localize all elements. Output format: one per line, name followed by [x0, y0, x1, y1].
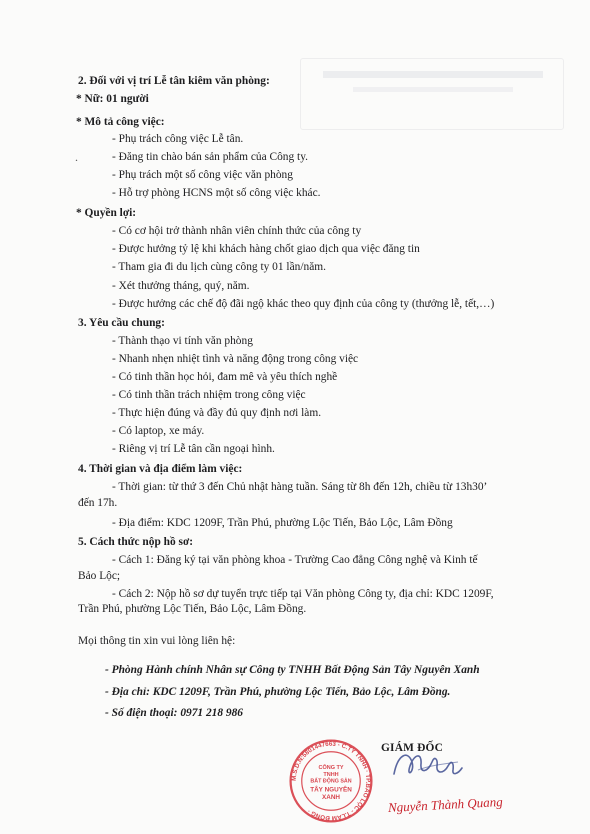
body-line: Mọi thông tin xin vui lòng liên hệ: [78, 635, 236, 647]
body-line: - Có tinh thần học hỏi, đam mê và yêu thích nghề [112, 371, 338, 383]
seal-line: XANH [321, 794, 341, 802]
contact-line: - Số điện thoại: 0971 218 986 [105, 707, 243, 719]
company-seal [288, 738, 374, 824]
body-line: Bảo Lộc; [78, 570, 121, 582]
section-heading: * Quyền lợi: [76, 207, 137, 219]
seal-line: BẤT ĐỘNG SẢN [310, 778, 352, 785]
body-line: - Hỗ trợ phòng HCNS một số công việc khác. [112, 187, 321, 199]
body-line: - Địa điểm: KDC 1209F, Trần Phú, phường Lộc Tiến, Bảo Lộc, Lâm Đồng [112, 517, 453, 529]
body-line: - Thực hiện đúng và đầy đủ quy định nơi làm. [112, 407, 322, 419]
body-line: Trần Phú, phường Lộc Tiến, Bảo Lộc, Lâm Đồng. [78, 603, 307, 615]
contact-line: - Địa chỉ: KDC 1209F, Trần Phú, phường Lộc Tiến, Bảo Lộc, Lâm Đồng. [105, 686, 451, 698]
section-heading: 4. Thời gian và địa điểm làm việc: [78, 463, 243, 475]
body-line: - Xét thưởng tháng, quý, năm. [112, 280, 250, 292]
director-title: GIÁM ĐỐC [381, 742, 444, 754]
body-line: - Được hưởng tỷ lệ khi khách hàng chốt giao dịch qua việc đăng tin [112, 243, 420, 255]
section-heading: * Mô tả công việc: [76, 116, 165, 128]
body-line: - Được hưởng các chế độ đãi ngộ khác theo quy định của công ty (thưởng lễ, tết,…) [112, 298, 495, 310]
body-line: - Phụ trách công việc Lễ tân. [112, 133, 244, 145]
section-heading: 3. Yêu cầu chung: [78, 317, 165, 329]
stray-mark: . [75, 150, 78, 164]
body-line: - Phụ trách một số công việc văn phòng [112, 169, 293, 181]
body-line: - Thành thạo vi tính văn phòng [112, 335, 253, 347]
body-line: - Nhanh nhẹn nhiệt tình và năng động trong công việc [112, 353, 359, 365]
section-heading: 5. Cách thức nộp hồ sơ: [78, 536, 194, 548]
body-line: - Có laptop, xe máy. [112, 425, 205, 437]
seal-line: CÔNG TY [318, 764, 344, 771]
section-heading: * Nữ: 01 người [76, 93, 149, 105]
body-line: - Đăng tin chào bán sản phẩm của Công ty. [112, 151, 309, 163]
director-name: Nguyễn Thành Quang [387, 794, 504, 815]
body-line: - Cách 1: Đăng ký tại văn phòng khoa - Trường Cao đẳng Công nghệ và Kinh tế [112, 554, 478, 566]
body-line: - Cách 2: Nộp hồ sơ dự tuyển trực tiếp tại Văn phòng Công ty, địa chỉ: KDC 1209F, [112, 588, 494, 600]
body-line: đến 17h. [78, 497, 118, 509]
seal-line: TÂY NGUYÊN [310, 786, 352, 794]
seal-line: TNHH [323, 771, 339, 778]
body-line: - Riêng vị trí Lễ tân cần ngoại hình. [112, 443, 275, 455]
body-line: - Có cơ hội trở thành nhân viên chính thức của công ty [112, 225, 362, 237]
svg-text:M.S.D.N:5801447663 - C.TY TNHH: M.S.D.N:5801447663 - C.TY TNHH · TP.BẢO LỘC - T.LÂM ĐỒNG · [290, 740, 372, 822]
body-line: - Có tinh thần trách nhiệm trong công việc [112, 389, 306, 401]
section-heading: 2. Đối với vị trí Lễ tân kiêm văn phòng: [78, 75, 270, 87]
contact-line: - Phòng Hành chính Nhân sự Công ty TNHH Bất Động Sản Tây Nguyên Xanh [105, 664, 480, 676]
bleed-through-header [300, 58, 564, 130]
body-line: - Tham gia đi du lịch cùng công ty 01 lần/năm. [112, 261, 326, 273]
body-line: - Thời gian: từ thứ 3 đến Chủ nhật hàng tuần. Sáng từ 8h đến 12h, chiều từ 13h30’ [112, 481, 488, 493]
